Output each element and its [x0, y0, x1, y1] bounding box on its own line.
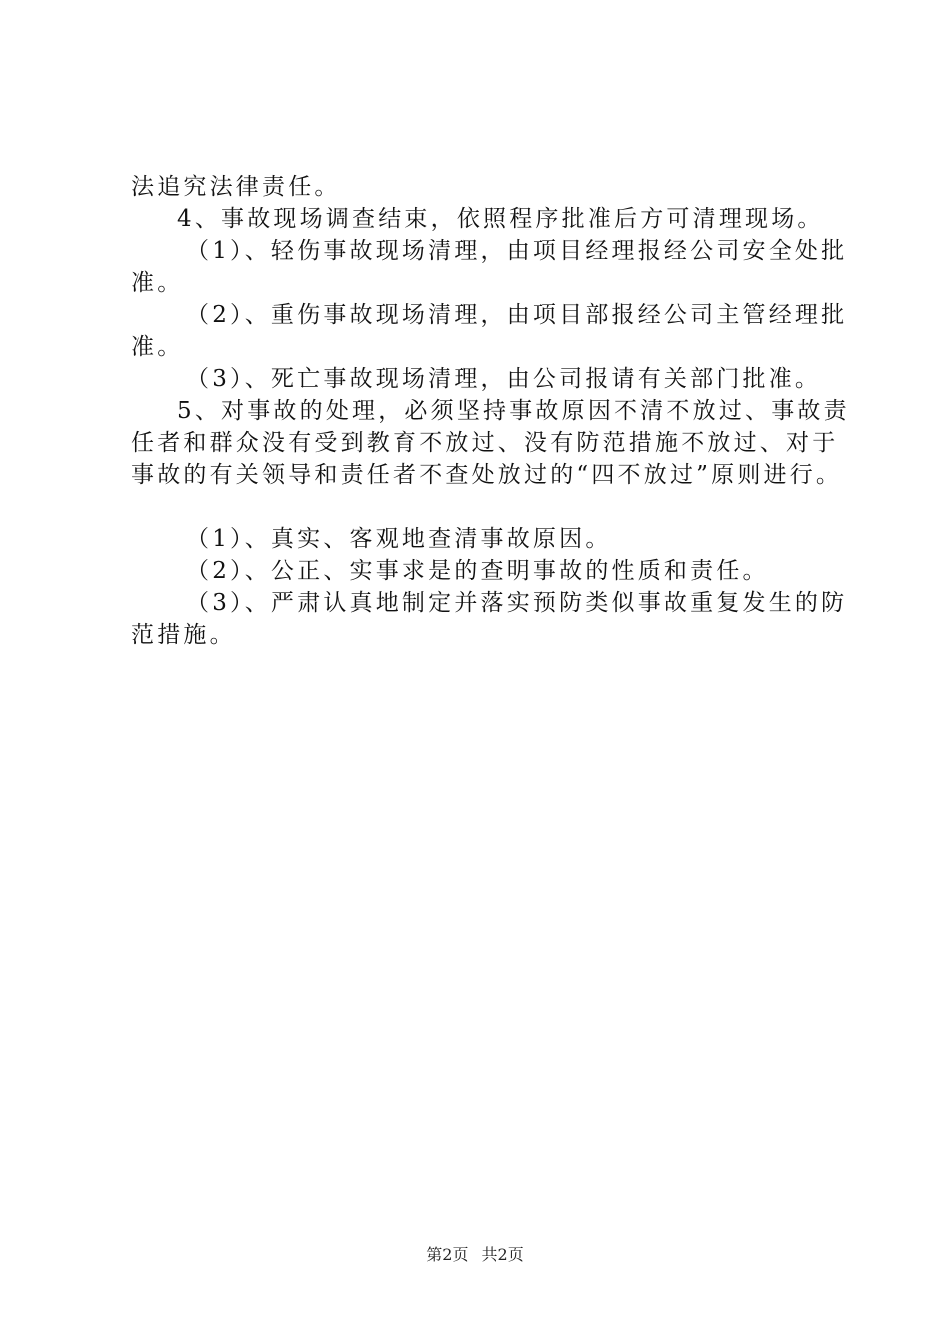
- page-number-total: 共2页: [481, 1245, 524, 1264]
- text-line-5: （2）、重伤事故现场清理，由项目部报经公司主管经理批: [186, 302, 848, 328]
- text-line-4: 准。: [131, 270, 184, 296]
- text-line-14: （3）、严肃认真地制定并落实预防类似事故重复发生的防: [186, 590, 848, 616]
- text-line-2: 4、事故现场调查结束，依照程序批准后方可清理现场。: [177, 206, 824, 232]
- text-line-3: （1）、轻伤事故现场清理，由项目经理报经公司安全处批: [186, 238, 848, 264]
- text-line-6: 准。: [131, 334, 184, 360]
- document-body: [131, 171, 861, 651]
- page-footer: [0, 1244, 950, 1266]
- blank-line: [131, 491, 861, 523]
- page-number-current: 第2页: [426, 1245, 469, 1264]
- text-line-9: 任者和群众没有受到教育不放过、没有防范措施不放过、对于: [131, 430, 839, 456]
- text-line-1: 法追究法律责任。: [131, 174, 341, 200]
- text-line-7: （3）、死亡事故现场清理，由公司报请有关部门批准。: [186, 366, 822, 392]
- text-line-8: 5、对事故的处理，必须坚持事故原因不清不放过、事故责: [177, 398, 850, 424]
- text-line-10: 事故的有关领导和责任者不查处放过的“四不放过”原则进行。: [131, 462, 843, 488]
- text-line-13: （2）、公正、实事求是的查明事故的性质和责任。: [186, 558, 769, 584]
- text-line-12: （1）、真实、客观地查清事故原因。: [186, 526, 612, 552]
- text-line-15: 范措施。: [131, 622, 236, 648]
